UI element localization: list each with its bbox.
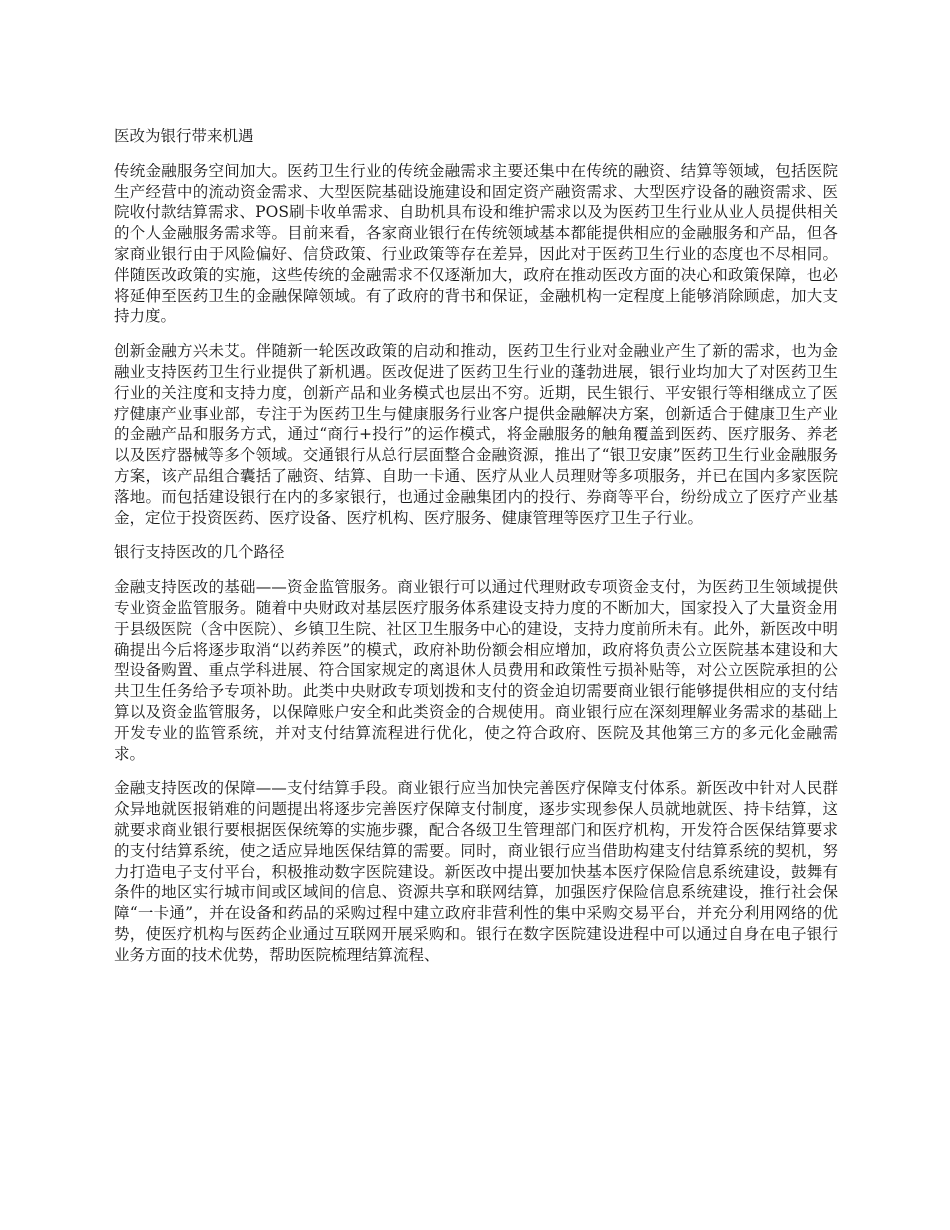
section-heading-paths: 银行支持医改的几个路径 xyxy=(114,543,285,562)
paragraph-innovative-finance: 创新金融方兴未艾。伴随新一轮医改政策的启动和推动，医药卫生行业对金融业产生了新的需求，也为金融业支持医药卫生行业提供了新机遇。医改促进了医药卫生行业的蓬勃进展，银行业均加大了对医药卫生行业的关注度和支持力度，创新产品和业务模式也层出不穷。近期，民生银行、平安银行等相继成立了医疗健康产业事业部，专注于为医药卫生与健康服务行业客户提供金融解决方案，创新适合于健康卫生产业的金融产品和服务方式，通过“商行+投行”的运作模式，将金融服务的触角覆盖到医药、医疗服务、养老以及医疗器械等多个领域。交通银行从总行层面整合金融资源，推出了“银卫安康”医药卫生行业金融服务方案，该产品组合囊括了融资、结算、自助一卡通、医疗从业人员理财等多项服务，并已在国内多家医院落地。而包括建设银行在内的多家银行，也通过金融集团内的投行、券商等平台，纷纷成立了医疗产业基金，定位于投资医药、医疗设备、医疗机构、医疗服务、健康管理等医疗卫生子行业。 xyxy=(114,342,838,527)
section-heading-opportunities: 医改为银行带来机遇 xyxy=(114,127,254,145)
paragraph-fund-supervision: 金融支持医改的基础——资金监管服务。商业银行可以通过代理财政专项资金支付，为医药卫生领域提供专业资金监管服务。随着中央财政对基层医疗服务体系建设支持力度的不断加大，国家投入了大量资金用于县级医院（含中医院）、乡镇卫生院、社区卫生服务中心的建设，支持力度前所未有。此外，新医改中明确提出今后将逐步取消“以药养医”的模式，政府补助份额会相应增加，政府将负责公立医院基本建设和大型设备购置、重点学科进展、符合国家规定的离退休人员费用和政策性亏损补贴等，对公立医院承担的公共卫生任务给予专项补助。此类中央财政专项划拨和支付的资金迫切需要商业银行能够提供相应的支付结算以及资金监管服务，以保障账户安全和此类资金的合规使用。商业银行应在深刻理解业务需求的基础上开发专业的监管系统，并对支付结算流程进行优化，使之符合政府、医院及其他第三方的多元化金融需求。 xyxy=(114,578,838,763)
document-page xyxy=(114,126,838,979)
paragraph-traditional-finance: 传统金融服务空间加大。医药卫生行业的传统金融需求主要还集中在传统的融资、结算等领域，包括医院生产经营中的流动资金需求、大型医院基础设施建设和固定资产融资需求、大型医疗设备的融资需求、医院收付款结算需求、POS刷卡收单需求、自助机具布设和维护需求以及为医药卫生行业从业人员提供相关的个人金融服务需求等。目前来看，各家商业银行在传统领域基本都能提供相应的金融服务和产品，但各家商业银行由于风险偏好、信贷政策、行业政策等存在差异，因此对于医药卫生行业的态度也不尽相同。伴随医改政策的实施，这些传统的金融需求不仅逐渐加大，政府在推动医改方面的决心和政策保障，也必将延伸至医药卫生的金融保障领域。有了政府的背书和保证，金融机构一定程度上能够消除顾虑，加大支持力度。 xyxy=(114,161,838,326)
paragraph-payment-settlement: 金融支持医改的保障——支付结算手段。商业银行应当加快完善医疗保障支付体系。新医改中针对人民群众异地就医报销难的问题提出将逐步完善医疗保障支付制度，逐步实现参保人员就地就医、持卡结算，这就要求商业银行要根据医保统筹的实施步骤，配合各级卫生管理部门和医疗机构，开发符合医保结算要求的支付结算系统，使之适应异地医保结算的需要。同时，商业银行应当借助构建支付结算系统的契机，努力打造电子支付平台，积极推动数字医院建设。新医改中提出要加快基本医疗保险信息系统建设，鼓舞有条件的地区实行城市间或区域间的信息、资源共享和联网结算，加强医疗保险信息系统建设，推行社会保障“一卡通”，并在设备和药品的采购过程中建立政府非营利性的集中采购交易平台，并充分利用网络的优势，使医疗机构与医药企业通过互联网开展采购和。银行在数字医院建设进程中可以通过自身在电子银行业务方面的技术优势，帮助医院梳理结算流程、 xyxy=(114,779,838,964)
